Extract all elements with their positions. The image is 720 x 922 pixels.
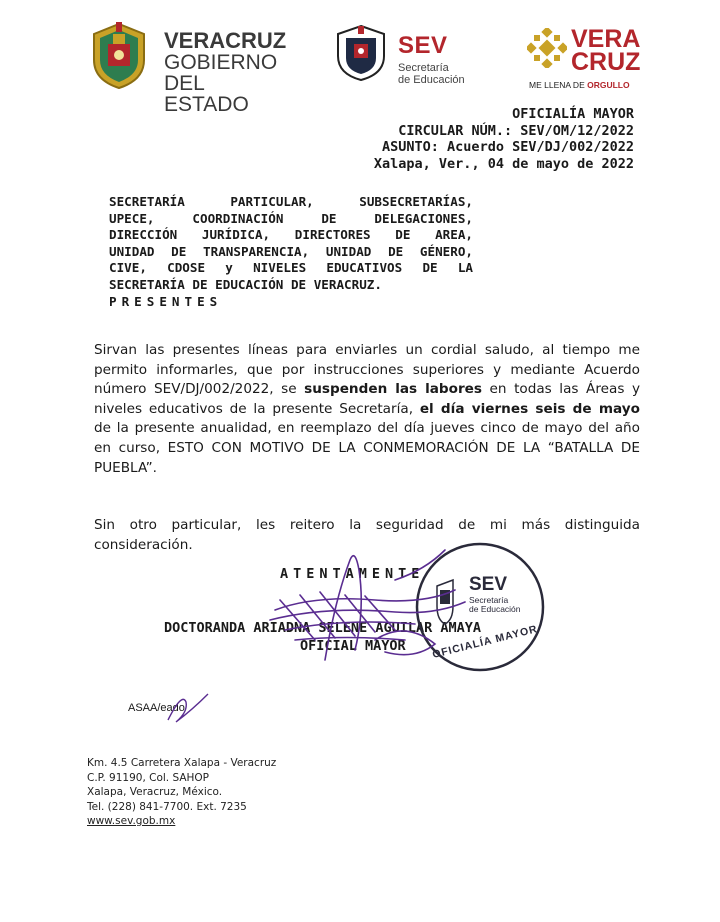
signer-name: DOCTORANDA ARIADNA SELENE AGUILAR AMAYA	[164, 620, 481, 636]
body-text: niveles educativos de la presente Secretaría,	[94, 400, 420, 417]
signer-title: OFICIAL MAYOR	[300, 638, 406, 654]
body-paragraph-1	[94, 341, 640, 478]
veracruz-brand-logo	[527, 24, 642, 94]
gobierno-logo	[84, 20, 287, 116]
presentes-label: PRESENTES	[109, 293, 223, 309]
body-line: de la presente anualidad, en reemplazo del día jueves cinco de mayo del año	[94, 420, 640, 437]
date-emphasis: el día viernes seis de mayo	[419, 400, 640, 417]
gobierno-line1: VERACRUZ	[164, 28, 287, 53]
vera-word: VERA	[571, 25, 641, 53]
sev-logo	[334, 24, 484, 87]
stamp-acronym: SEV	[469, 574, 508, 595]
circular-number: CIRCULAR NÚM.: SEV/OM/12/2022	[398, 122, 634, 139]
gobierno-line2: GOBIERNO	[164, 51, 278, 74]
handwritten-signature-icon	[255, 540, 495, 690]
place-date: Xalapa, Ver., 04 de mayo de 2022	[373, 155, 634, 172]
footer-line: Tel. (228) 841-7700. Ext. 7235	[87, 800, 247, 813]
gobierno-line3: DEL ESTADO	[164, 72, 249, 116]
footer-line: Km. 4.5 Carretera Xalapa - Veracruz	[87, 757, 277, 769]
stamp-arc-text: OFICIALÍA MAYOR	[431, 623, 540, 661]
recipient-line: UPECE, COORDINACIÓN DE DELEGACIONES,	[109, 210, 473, 226]
initials: ASAA/eado	[128, 702, 185, 714]
closing-atentamente: ATENTAMENTE	[280, 566, 425, 582]
cruz-word: CRUZ	[571, 47, 641, 76]
subject-line: ASUNTO: Acuerdo SEV/DJ/002/2022	[382, 139, 634, 155]
stamp-line1: Secretaría	[469, 595, 509, 605]
footer-line: C.P. 91190, Col. SAHOP	[87, 771, 210, 784]
stamp-line2: de Educación	[469, 604, 521, 615]
body-line: Sirvan las presentes líneas para enviarles un cordial saludo, al tiempo me	[94, 342, 640, 358]
body-text: número SEV/DJ/002/2022, se	[94, 381, 305, 398]
recipient-line: CIVE, CDOSE y NIVELES EDUCATIVOS DE LA	[109, 260, 473, 276]
body-line	[94, 400, 640, 420]
office-title: OFICIALÍA MAYOR	[512, 106, 634, 122]
body-line: en curso, ESTO CON MOTIVO DE LA CONMEMORACIÓN DE LA “BATALLA DE	[94, 439, 640, 456]
orgullo-pattern-icon	[527, 28, 567, 68]
body-line: consideración.	[94, 536, 193, 553]
sev-acronym: SEV	[398, 32, 448, 59]
recipient-line: SECRETARÍA DE EDUCACIÓN DE VERACRUZ.	[109, 276, 382, 292]
recipient-line: DIRECCIÓN JURÍDICA, DIRECTORES DE AREA,	[109, 227, 473, 243]
tagline-bold: ORGULLO	[587, 80, 630, 90]
sev-shield-icon	[334, 24, 388, 82]
sev-line2: de Educación	[398, 74, 465, 87]
recipient-line: SECRETARÍA PARTICULAR, SUBSECRETARÍAS,	[109, 194, 473, 209]
memo-header	[374, 106, 634, 172]
recipient-line: UNIDAD DE TRANSPARENCIA, UNIDAD DE GÉNERO,	[109, 243, 473, 259]
body-line	[94, 380, 640, 400]
footer-line: Xalapa, Veracruz, México.	[87, 786, 223, 798]
brand-tagline	[529, 80, 630, 90]
tagline-prefix: ME LLENA DE	[529, 80, 588, 90]
initials-scribble-icon	[162, 690, 212, 730]
website-link[interactable]: www.sev.gob.mx	[87, 815, 176, 827]
footer-address	[87, 756, 276, 829]
body-line: Sin otro particular, les reitero la seguridad de mi más distinguida	[94, 517, 640, 533]
body-line: permito informarles, que por instrucciones superiores y mediante Acuerdo	[94, 361, 640, 378]
suspension-emphasis: suspenden las labores	[304, 381, 482, 398]
body-text: en todas las Áreas y	[482, 381, 640, 398]
recipients-block	[109, 194, 473, 310]
sev-line1: Secretaría	[398, 62, 449, 74]
body-line: PUEBLA”.	[94, 459, 157, 476]
veracruz-coat-of-arms-icon	[84, 20, 154, 90]
